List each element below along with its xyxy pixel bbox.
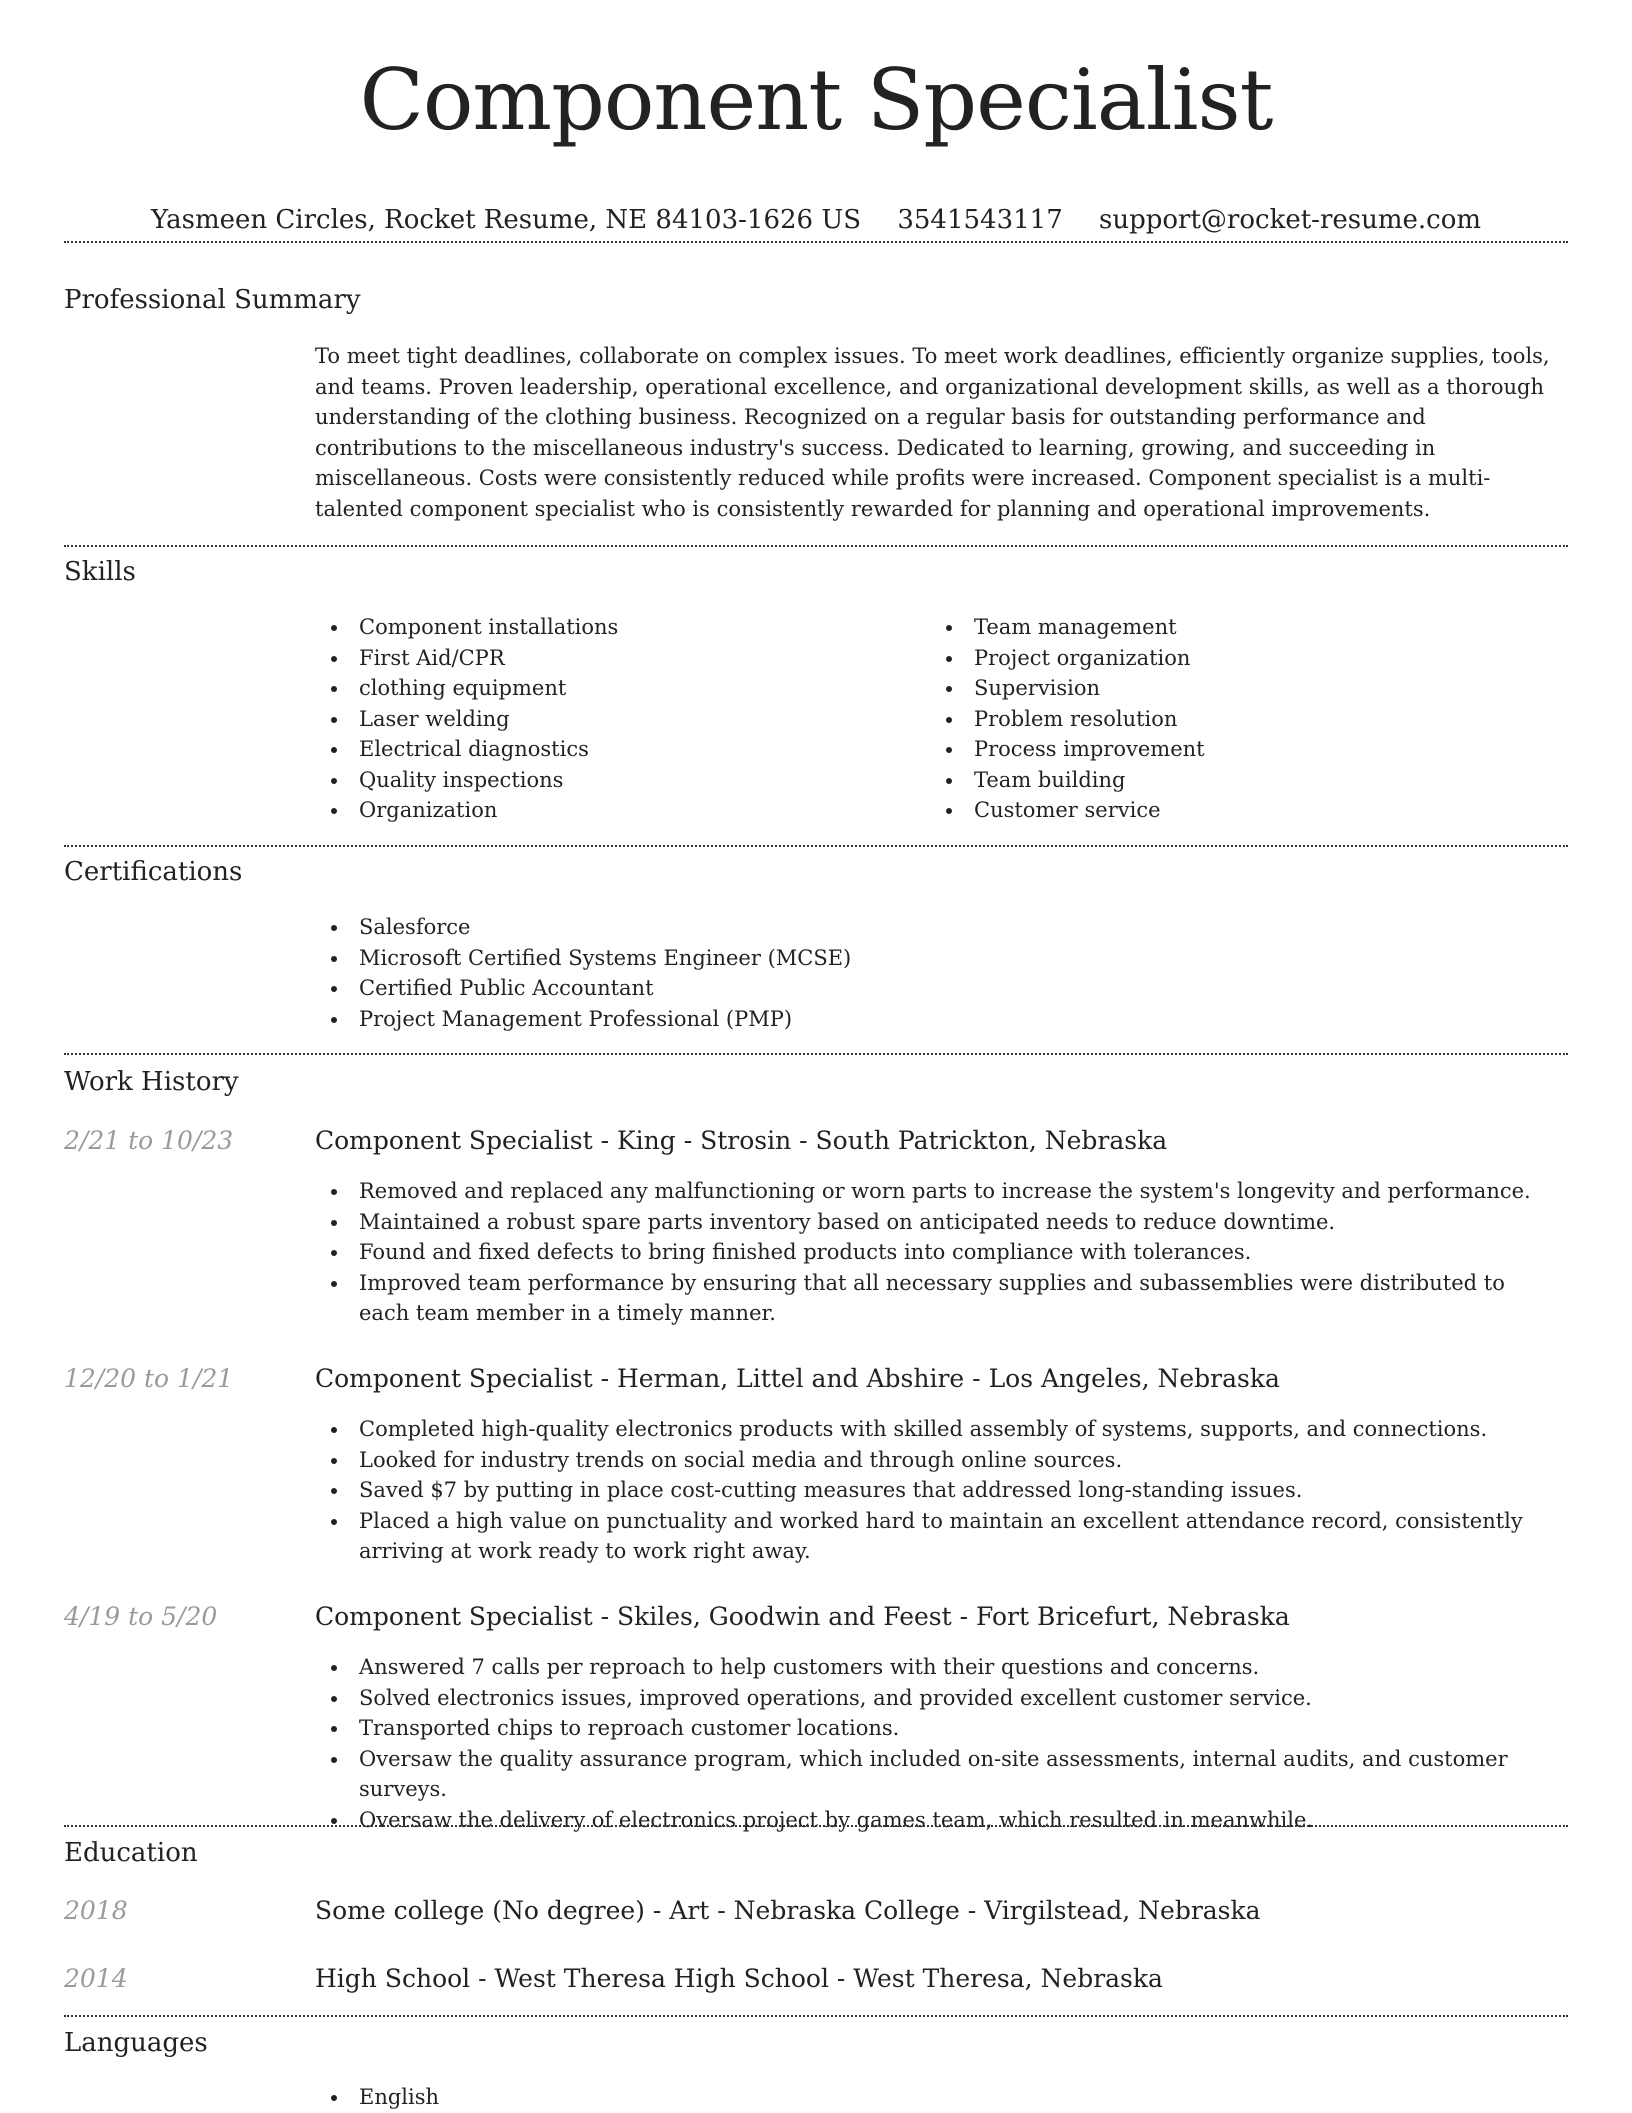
- language-item: English: [315, 2082, 1560, 2113]
- certification-item: Microsoft Certified Systems Engineer (MCSE): [315, 943, 1560, 974]
- work-history-title: Work History: [64, 1067, 239, 1097]
- certifications-list: [315, 912, 1560, 1034]
- job-bullet: Saved $7 by putting in place cost-cutting measures that addressed long-standing issues.: [315, 1475, 1560, 1506]
- job-bullet: Oversaw the quality assurance program, which included on-site assessments, internal audits, and customer surveys.: [315, 1744, 1560, 1805]
- education-year: 2018: [64, 1896, 128, 1925]
- certification-item: Salesforce: [315, 912, 1560, 943]
- section-divider: [64, 2015, 1568, 2017]
- education-heading: Some college (No degree) - Art - Nebraska College - Virgilstead, Nebraska: [315, 1896, 1261, 1925]
- resume-header: [0, 0, 1632, 148]
- education-year: 2014: [64, 1964, 128, 1993]
- education-title: Education: [64, 1838, 198, 1868]
- languages-title: Languages: [64, 2028, 208, 2058]
- job-dates: 2/21 to 10/23: [64, 1126, 234, 1155]
- skill-item: clothing equipment: [315, 673, 895, 704]
- summary-text: To meet tight deadlines, collaborate on complex issues. To meet work deadlines, efficiently organize supplies, tools, and teams. Proven leadership, operational excellence, and organizational development skills, as well as a thorough understanding of the clothing business. Recognized on a regular basis for outstanding performance and contributions to the miscellaneous industry's success. Dedicated to learning, growing, and succeeding in miscellaneous. Costs were consistently reduced while profits were increased. Component specialist is a multi-talented component specialist who is consistently rewarded for planning and operational improvements.: [315, 344, 1550, 521]
- job-bullet: Found and fixed defects to bring finished products into compliance with tolerances.: [315, 1237, 1560, 1268]
- section-divider: [64, 1053, 1568, 1055]
- skills-list-right: [930, 612, 1550, 826]
- contact-address: Yasmeen Circles, Rocket Resume, NE 84103-1626 US: [150, 205, 862, 235]
- skill-item: Problem resolution: [930, 704, 1550, 735]
- section-divider: [64, 545, 1568, 547]
- certification-item: Project Management Professional (PMP): [315, 1004, 1560, 1035]
- job-bullets: [315, 1414, 1560, 1567]
- skill-item: Laser welding: [315, 704, 895, 735]
- job-bullet: Solved electronics issues, improved operations, and provided excellent customer service.: [315, 1683, 1560, 1714]
- contact-phone: 3541543117: [897, 205, 1063, 235]
- job-heading: Component Specialist - Herman, Littel and Abshire - Los Angeles, Nebraska: [315, 1364, 1280, 1393]
- job-bullet: Looked for industry trends on social media and through online sources.: [315, 1445, 1560, 1476]
- job-bullet: Completed high-quality electronics products with skilled assembly of systems, supports, and connections.: [315, 1414, 1560, 1445]
- education-heading: High School - West Theresa High School - West Theresa, Nebraska: [315, 1964, 1163, 1993]
- job-bullet: Improved team performance by ensuring that all necessary supplies and subassemblies were distributed to each team member in a timely manner.: [315, 1268, 1560, 1329]
- job-bullet: Answered 7 calls per reproach to help customers with their questions and concerns.: [315, 1652, 1560, 1683]
- job-heading: Component Specialist - Skiles, Goodwin and Feest - Fort Bricefurt, Nebraska: [315, 1602, 1290, 1631]
- job-bullet: Maintained a robust spare parts inventory based on anticipated needs to reduce downtime.: [315, 1207, 1560, 1238]
- skill-item: First Aid/CPR: [315, 643, 895, 674]
- skill-item: Project organization: [930, 643, 1550, 674]
- section-divider: [64, 241, 1568, 243]
- certification-item: Certified Public Accountant: [315, 973, 1560, 1004]
- skill-item: Team management: [930, 612, 1550, 643]
- skill-item: Electrical diagnostics: [315, 734, 895, 765]
- skill-item: Team building: [930, 765, 1550, 796]
- skill-item: Quality inspections: [315, 765, 895, 796]
- job-bullet: Placed a high value on punctuality and worked hard to maintain an excellent attendance record, consistently arriving at work ready to work right away.: [315, 1506, 1560, 1567]
- resume-name: Component Specialist: [359, 51, 1273, 149]
- skill-item: Organization: [315, 795, 895, 826]
- skill-item: Supervision: [930, 673, 1550, 704]
- skill-item: Process improvement: [930, 734, 1550, 765]
- languages-list: [315, 2082, 1560, 2113]
- job-bullet: Oversaw the delivery of electronics project by games team, which resulted in meanwhile.: [315, 1805, 1560, 1836]
- section-divider: [64, 1825, 1568, 1827]
- job-bullet: Transported chips to reproach customer locations.: [315, 1713, 1560, 1744]
- job-dates: 4/19 to 5/20: [64, 1602, 218, 1631]
- job-bullets: [315, 1176, 1560, 1329]
- summary-title: Professional Summary: [64, 285, 361, 315]
- job-bullet: Removed and replaced any malfunctioning or worn parts to increase the system's longevity and performance.: [315, 1176, 1560, 1207]
- contact-line: [0, 204, 1632, 236]
- job-heading: Component Specialist - King - Strosin - South Patrickton, Nebraska: [315, 1126, 1168, 1155]
- skills-title: Skills: [64, 557, 136, 587]
- skill-item: Customer service: [930, 795, 1550, 826]
- certifications-title: Certifications: [64, 857, 243, 887]
- contact-email: support@rocket-resume.com: [1099, 205, 1482, 235]
- job-bullets: [315, 1652, 1560, 1835]
- skill-item: Component installations: [315, 612, 895, 643]
- section-divider: [64, 845, 1568, 847]
- skills-list-left: [315, 612, 895, 826]
- job-dates: 12/20 to 1/21: [64, 1364, 234, 1393]
